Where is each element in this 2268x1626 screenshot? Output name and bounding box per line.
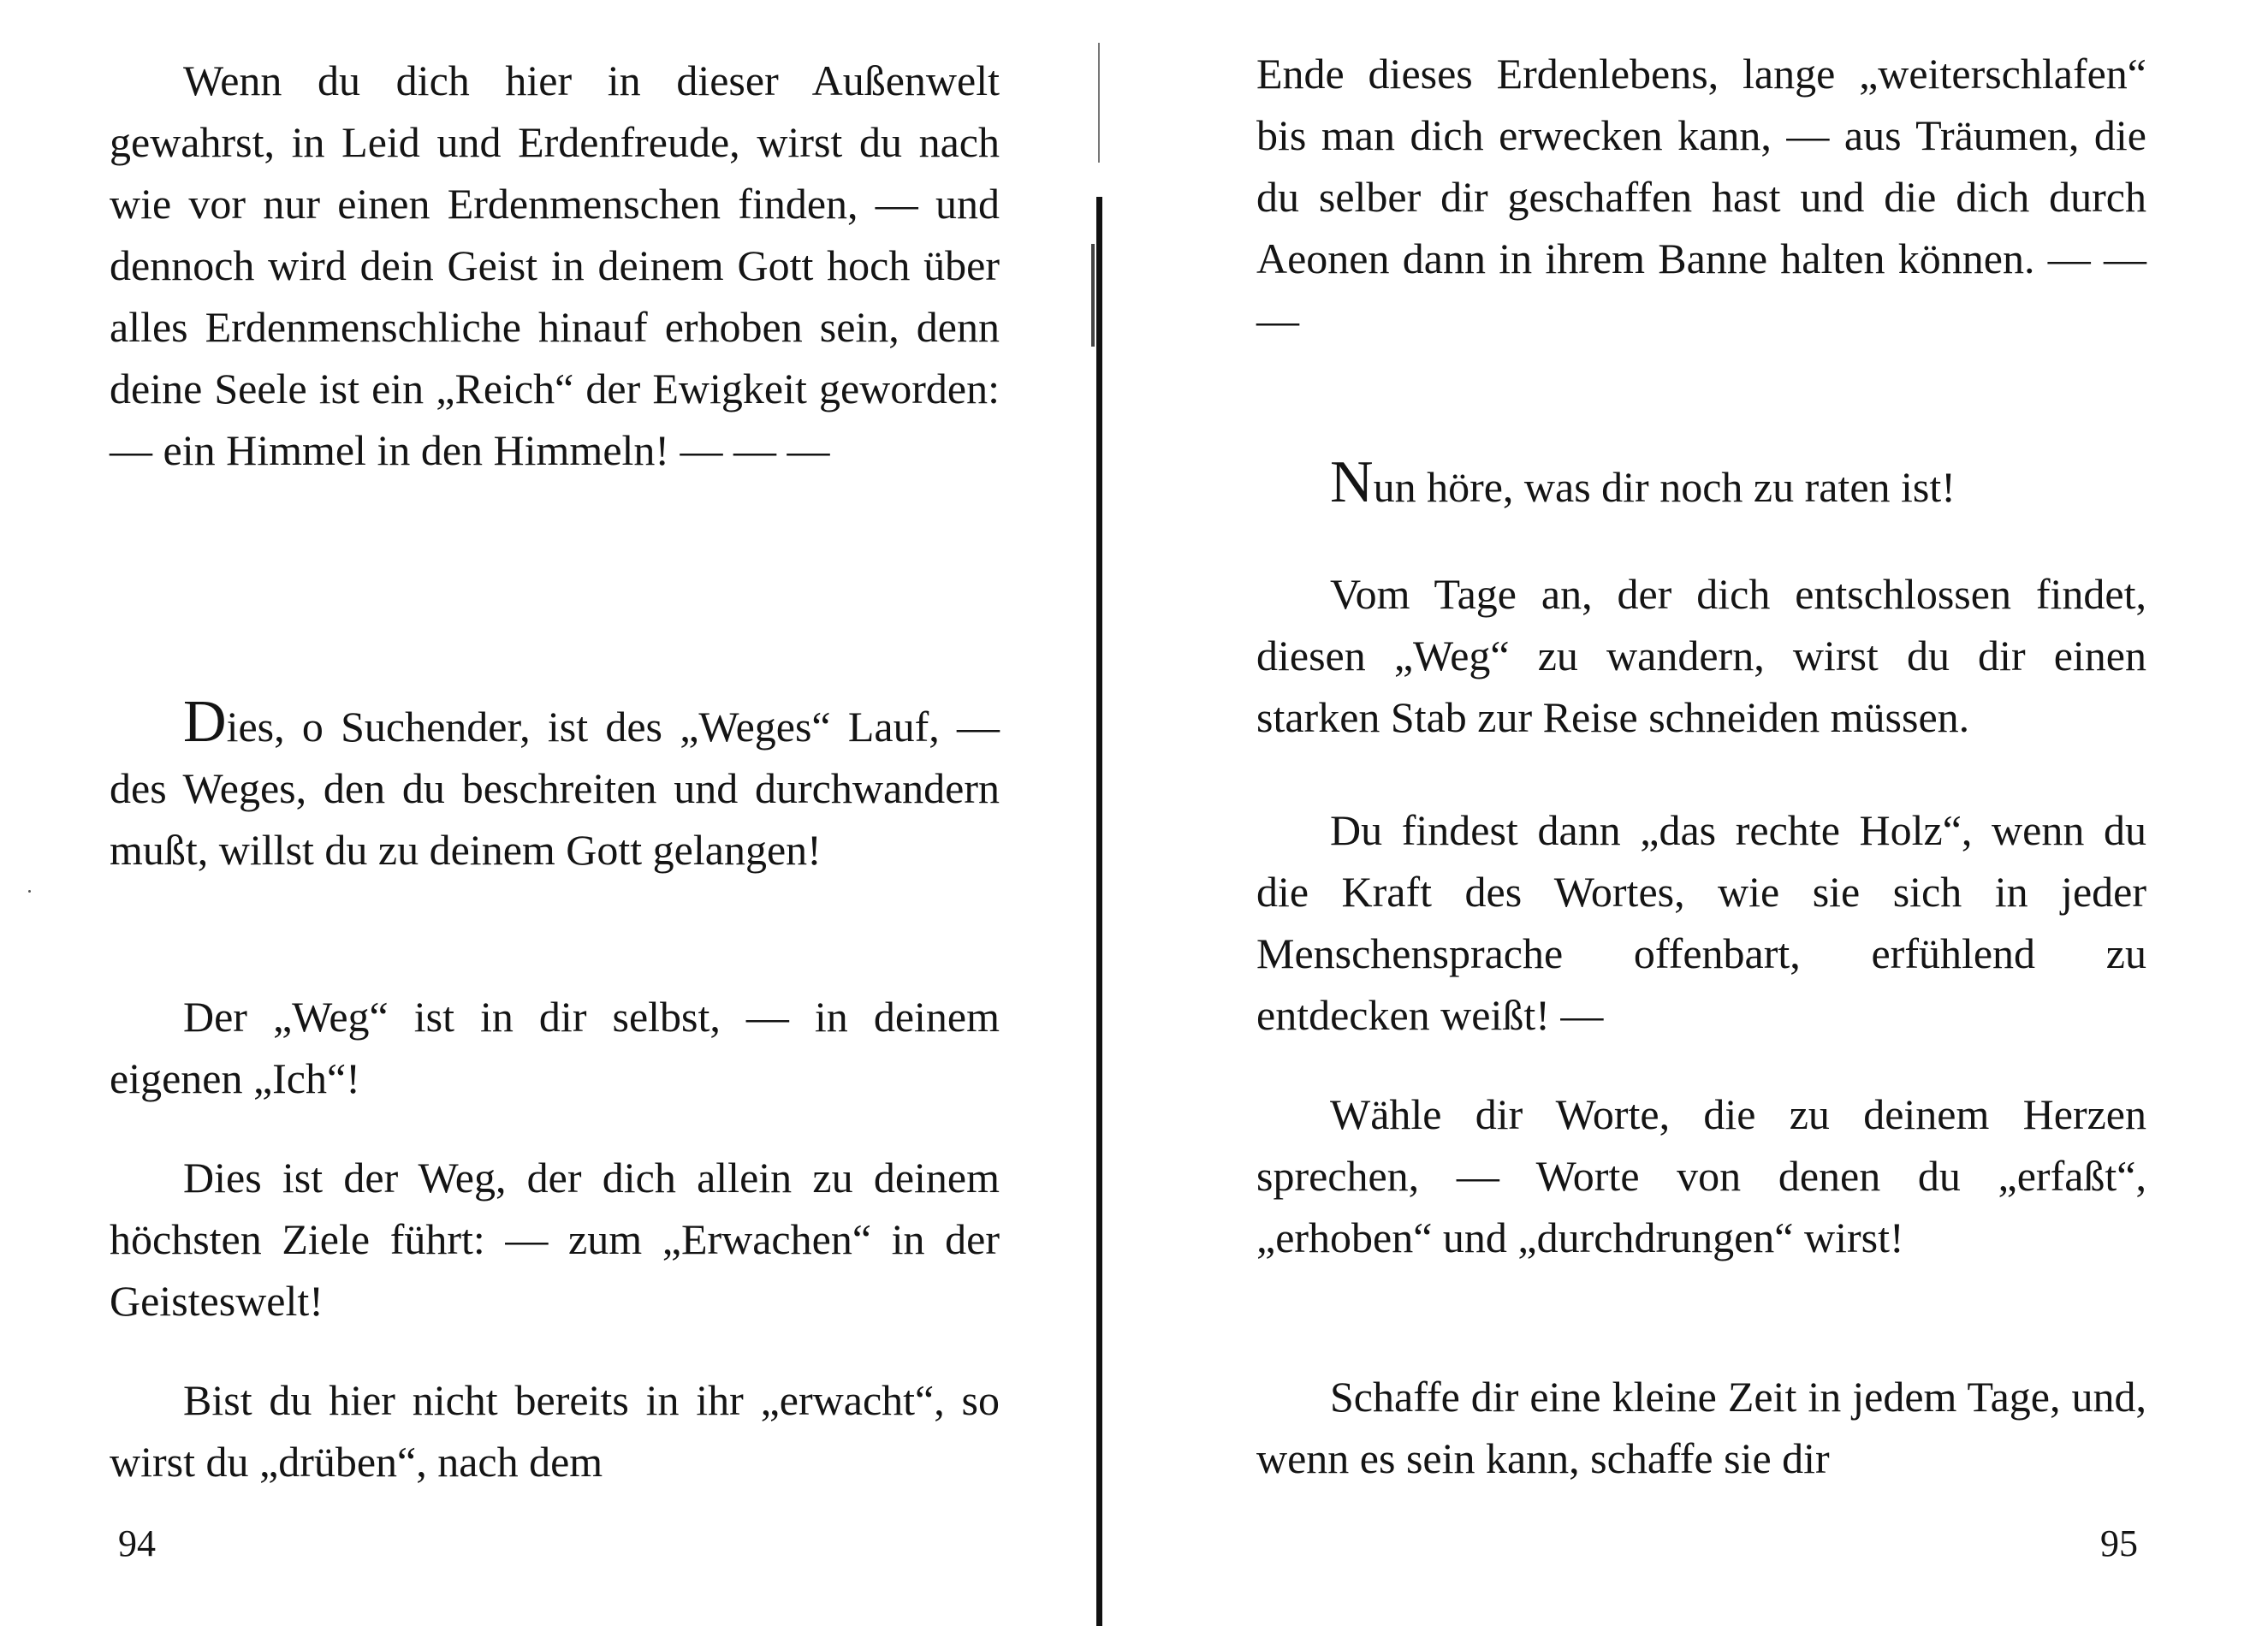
right-paragraph-2: Nun höre, was dir noch zu raten ist! bbox=[1330, 449, 1956, 515]
right-paragraph-4: Du findest dann „das rechte Holz“, wenn du die Kraft des Wortes, wie sie sich in jeder Menschensprache offenbart, erfühlend zu entdecken weißt! — bbox=[1256, 806, 2146, 1039]
left-paragraph-5: Bist du hier nicht bereits in ihr „erwacht“, so wirst du „drüben“, nach dem bbox=[110, 1376, 1000, 1486]
gutter-shadow-top bbox=[1098, 43, 1100, 163]
scan-speck bbox=[28, 890, 31, 893]
left-paragraph-1: Wenn du dich hier in dieser Außenwelt gewahrst, in Leid und Erdenfreude, wirst du nach wie vor nur einen Erdenmenschen finden, — und dennoch wird dein Geist in deinem Gott hoch über alles Erdenmenschliche hinauf erhoben sein, denn deine Seele ist ein „Reich“ der Ewigkeit geworden: — ein Himmel in den Himmeln! — — — bbox=[110, 56, 1000, 474]
left-paragraph-3: Der „Weg“ ist in dir selbst, — in deinem eigenen „Ich“! bbox=[110, 993, 1000, 1102]
book-gutter bbox=[1096, 197, 1102, 1626]
right-paragraph-5: Wähle dir Worte, die zu deinem Herzen sprechen, — Worte von denen du „erfaßt“, „erhoben“ und „durchdrungen“ wirst! bbox=[1256, 1090, 2146, 1261]
right-paragraph-6: Schaffe dir eine kleine Zeit in jedem Tage, und, wenn es sein kann, schaffe sie dir bbox=[1256, 1373, 2146, 1482]
left-paragraph-2: Dies, o Suchender, ist des „Weges“ Lauf, — des Weges, den du beschreiten und durchwandern mußt, willst du zu deinem Gott gelangen! bbox=[110, 689, 1000, 874]
gutter-shadow-mid bbox=[1091, 244, 1095, 347]
page-number-left: 94 bbox=[118, 1522, 156, 1564]
right-paragraph-1: Ende dieses Erdenlebens, lange „weiterschlafen“ bis man dich erwecken kann, — aus Träumen, die du selber dir geschaffen hast und die dich durch Aeonen dann in ihrem Banne halten können. — — — bbox=[1256, 50, 2146, 344]
right-paragraph-3: Vom Tage an, der dich entschlossen findet, diesen „Weg“ zu wandern, wirst du dir einen starken Stab zur Reise schneiden müssen. bbox=[1256, 570, 2146, 741]
left-paragraph-4: Dies ist der Weg, der dich allein zu deinem höchsten Ziele führt: — zum „Erwachen“ in der Geisteswelt! bbox=[110, 1154, 1000, 1325]
page-number-right: 95 bbox=[2100, 1522, 2138, 1564]
